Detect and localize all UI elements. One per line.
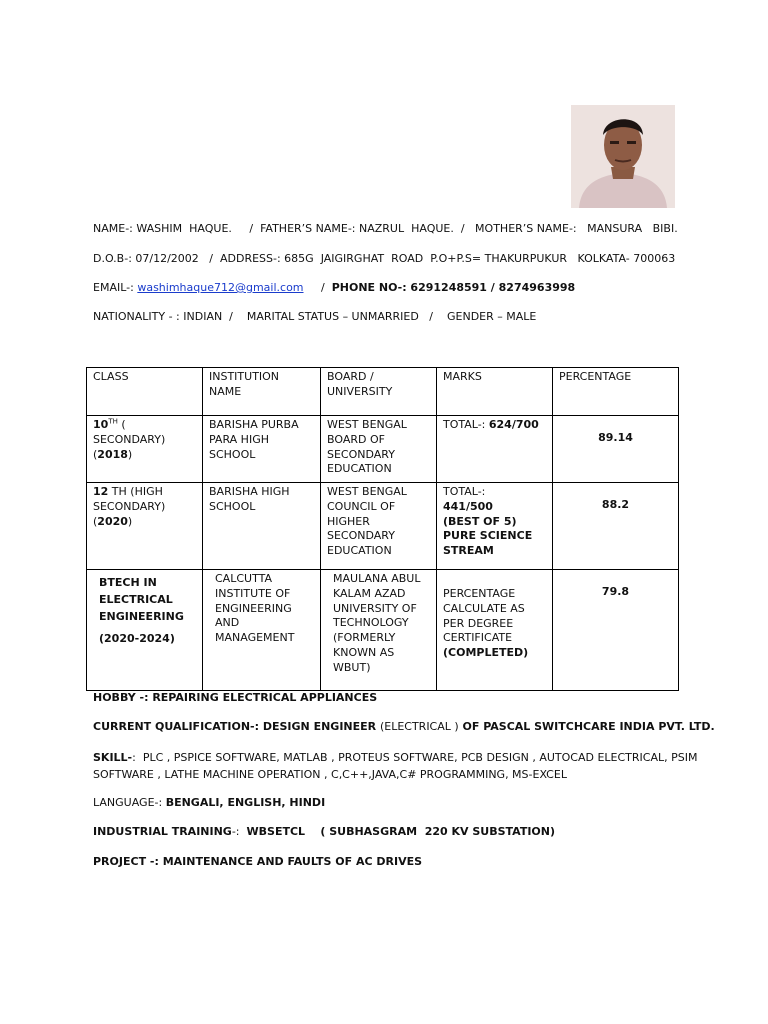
marks-cell: TOTAL-: 441/500 (BEST OF 5) PURE SCIENCE STREAM: [437, 483, 553, 570]
board-cell: WEST BENGAL COUNCIL OF HIGHER SECONDARY EDUCATION: [321, 483, 437, 570]
header-board: BOARD / UNIVERSITY: [321, 368, 437, 416]
percentage-cell: 89.14: [553, 416, 679, 483]
email-link[interactable]: washimhaque712@gmail.com: [137, 281, 304, 294]
skill-line-2: SOFTWARE , LATHE MACHINE OPERATION , C,C++,JAVA,C# PROGRAMMING, MS-EXCEL: [93, 768, 567, 781]
board-cell: WEST BENGAL BOARD OF SECONDARY EDUCATION: [321, 416, 437, 483]
class-cell: 10TH ( SECONDARY) (2018): [87, 416, 203, 483]
percentage-cell: 88.2: [553, 483, 679, 570]
table-row: [87, 416, 679, 483]
table-row: [87, 570, 679, 691]
training-line: INDUSTRIAL TRAINING-: WBSETCL ( SUBHASGRAM 220 KV SUBSTATION): [93, 825, 556, 838]
profile-photo: [571, 105, 675, 208]
class-cell: BTECH IN ELECTRICAL ENGINEERING (2020-2024): [87, 570, 203, 691]
skill-line-1: SKILL-: PLC , PSPICE SOFTWARE, MATLAB , PROTEUS SOFTWARE, PCB DESIGN , AUTOCAD ELECTRICAL, PSIM: [93, 751, 698, 764]
dob-address-line: D.O.B-: 07/12/2002 / ADDRESS-: 685G JAIGIRGHAT ROAD P.O+P.S= THAKURPUKUR KOLKATA- 700063: [93, 252, 676, 265]
institution-cell: BARISHA HIGH SCHOOL: [203, 483, 321, 570]
marks-cell: TOTAL-: 624/700: [437, 416, 553, 483]
table-header-row: [87, 368, 679, 416]
email-label: EMAIL-:: [93, 281, 138, 294]
table-row: [87, 483, 679, 570]
language-line: LANGUAGE-: BENGALI, ENGLISH, HINDI: [93, 796, 326, 809]
board-cell: MAULANA ABUL KALAM AZAD UNIVERSITY OF TECHNOLOGY (FORMERLY KNOWN AS WBUT): [321, 570, 437, 691]
contact-separator: /: [303, 281, 332, 294]
marks-cell: PERCENTAGE CALCULATE AS PER DEGREE CERTIFICATE (COMPLETED): [437, 570, 553, 691]
institution-cell: CALCUTTA INSTITUTE OF ENGINEERING AND MANAGEMENT: [203, 570, 321, 691]
project-line: PROJECT -: MAINTENANCE AND FAULTS OF AC DRIVES: [93, 855, 423, 868]
class-cell: 12 TH (HIGH SECONDARY) (2020): [87, 483, 203, 570]
header-class: CLASS: [87, 368, 203, 416]
name-line: NAME-: WASHIM HAQUE. / FATHER’S NAME-: NAZRUL HAQUE. / MOTHER’S NAME-: MANSURA BIBI.: [93, 222, 678, 235]
header-percentage: PERCENTAGE: [553, 368, 679, 416]
education-table: [86, 367, 679, 691]
contact-line: [93, 281, 575, 294]
institution-cell: BARISHA PURBA PARA HIGH SCHOOL: [203, 416, 321, 483]
nationality-line: NATIONALITY - : INDIAN / MARITAL STATUS – UNMARRIED / GENDER – MALE: [93, 310, 537, 323]
phone-numbers: PHONE NO-: 6291248591 / 8274963998: [331, 281, 576, 294]
header-marks: MARKS: [437, 368, 553, 416]
qualification-line: CURRENT QUALIFICATION-: DESIGN ENGINEER (ELECTRICAL ) OF PASCAL SWITCHCARE INDIA PVT. LTD.: [93, 720, 715, 733]
hobby-line: HOBBY -: REPAIRING ELECTRICAL APPLIANCES: [93, 691, 378, 704]
percentage-cell: 79.8: [553, 570, 679, 691]
header-institution: INSTITUTION NAME: [203, 368, 321, 416]
